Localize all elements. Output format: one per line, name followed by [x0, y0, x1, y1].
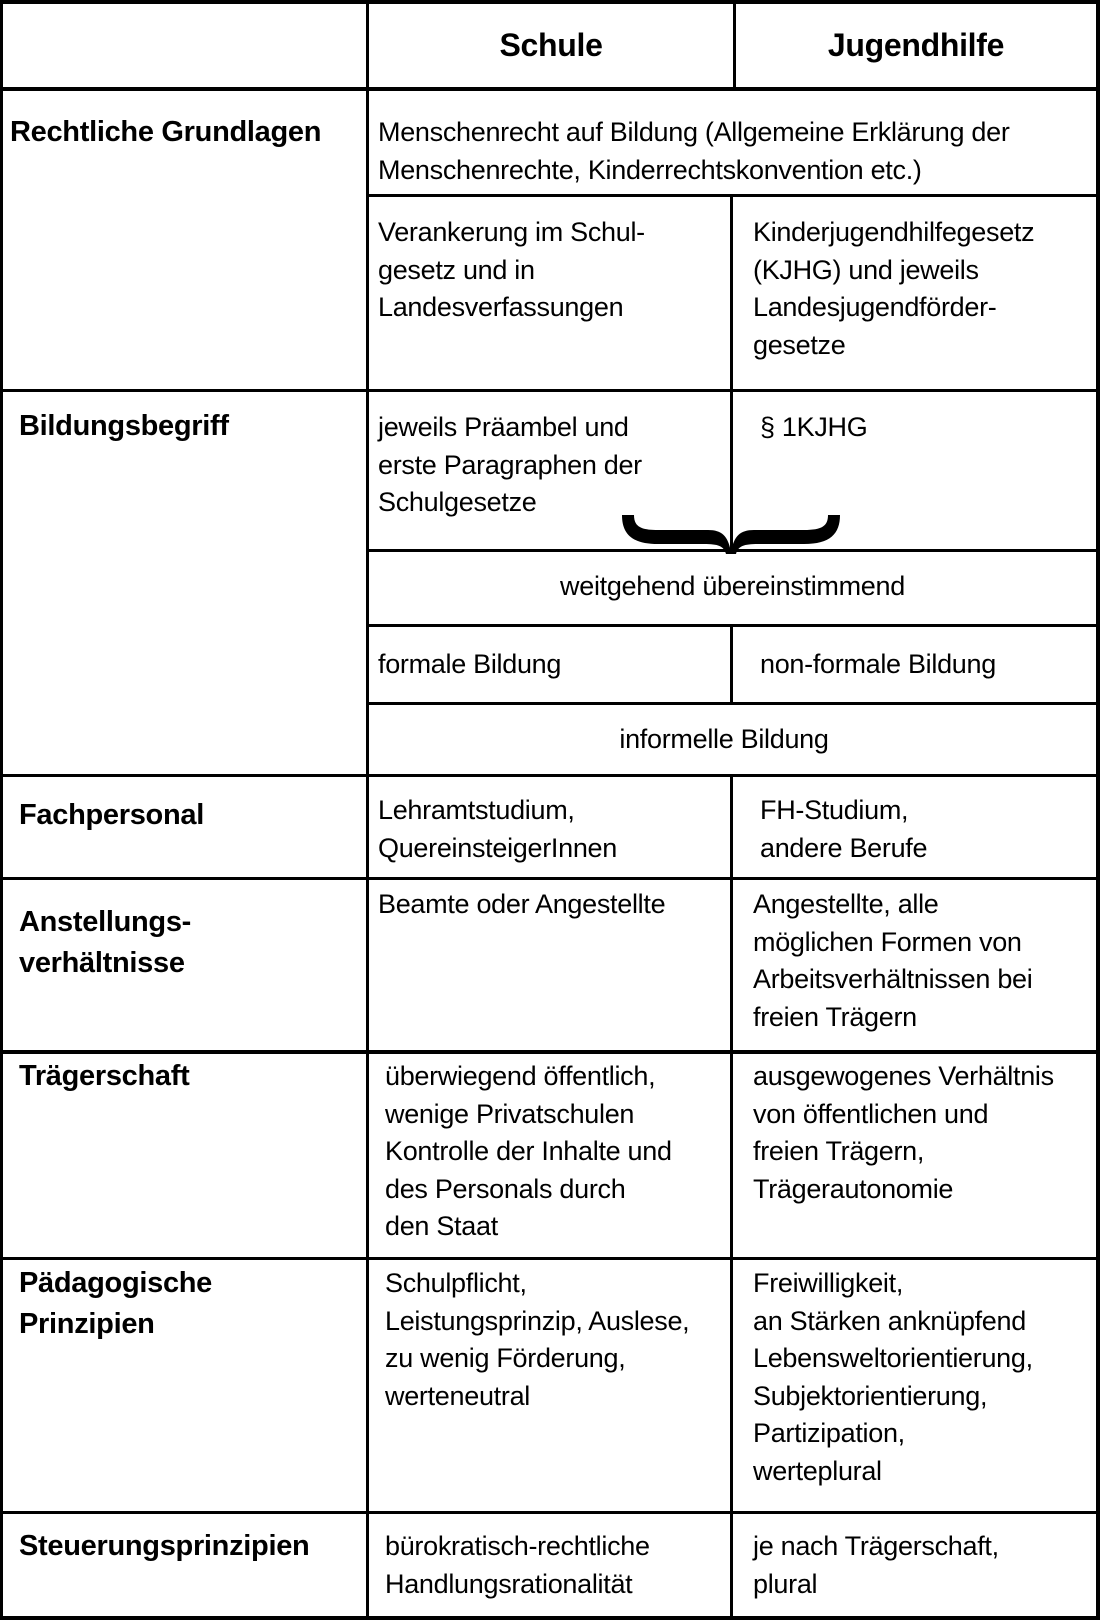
bildungsbegriff-shared-result: weitgehend übereinstimmend [560, 571, 905, 601]
text-line: Schulgesetze [378, 487, 537, 517]
text-line: Lehramtstudium, [378, 795, 575, 825]
fachpersonal-jugendhilfe [760, 792, 927, 867]
bildungsbegriff-schule [378, 409, 642, 522]
text-line: überwiegend öffentlich, [385, 1061, 656, 1091]
text-line: Anstellungs- [19, 906, 192, 938]
row-label-rechtliche-grundlagen: Rechtliche Grundlagen [10, 116, 322, 148]
bildungsbegriff-informelle: informelle Bildung [619, 724, 829, 754]
bildungsbegriff-formale: formale Bildung [378, 649, 562, 679]
row-divider [0, 877, 1100, 880]
row-divider [0, 1257, 1100, 1260]
text-line: Angestellte, alle [753, 889, 939, 919]
row-label-traegerschaft: Trägerschaft [19, 1060, 190, 1092]
col-divider [730, 195, 733, 550]
border-left [0, 0, 3, 1620]
row-divider [0, 389, 1100, 392]
text-line: möglichen Formen von [753, 926, 1022, 957]
row-divider [0, 1511, 1100, 1514]
text-line: des Personals durch [385, 1173, 626, 1204]
row-divider [0, 774, 1100, 777]
text-line: Beamte oder Angestellte [378, 889, 666, 919]
text-line: Freiwilligkeit, [753, 1268, 904, 1298]
text-line: Trägerautonomie [753, 1173, 954, 1204]
rechtliche-grundlagen-jugendhilfe [753, 214, 1034, 364]
text-line: werteplural [753, 1455, 882, 1486]
text-line: werteneutral [385, 1380, 530, 1411]
text-line: Prinzipien [19, 1308, 155, 1340]
row-label-fachpersonal: Fachpersonal [19, 799, 204, 831]
row-label-steuerungsprinzipien: Steuerungsprinzipien [19, 1530, 310, 1562]
text-line: Subjektorientierung, [753, 1380, 988, 1411]
text-line: andere Berufe [760, 832, 928, 863]
text-line: Lebensweltorientierung, [753, 1343, 1033, 1373]
text-line: Pädagogische [19, 1267, 213, 1299]
text-line: Arbeitsverhältnissen bei [753, 964, 1033, 994]
paedagogische-prinzipien-schule [385, 1265, 689, 1415]
header-jugendhilfe: Jugendhilfe [827, 27, 1005, 63]
fachpersonal-schule [378, 792, 617, 867]
text-line: Leistungsprinzip, Auslese, [385, 1305, 690, 1336]
row-label-paedagogische-prinzipien [19, 1263, 212, 1345]
text-line: freien Trägern, [753, 1136, 925, 1166]
text-line: an Stärken anknüpfend [753, 1305, 1026, 1336]
steuerungsprinzipien-jugendhilfe [753, 1528, 999, 1603]
bildungsbegriff-jugendhilfe [760, 409, 867, 447]
text-line: Kontrolle der Inhalte und [385, 1136, 672, 1166]
border-right [1096, 0, 1100, 1620]
text-line: ausgewogenes Verhältnis [753, 1061, 1054, 1091]
traegerschaft-jugendhilfe [753, 1058, 1054, 1208]
border-bottom [0, 1616, 1100, 1620]
text-line: Menschenrechte, Kinderrechtskonvention etc.) [378, 154, 922, 185]
text-line: jeweils Präambel und [378, 412, 629, 442]
text-line: wenige Privatschulen [385, 1098, 635, 1129]
text-line: Verankerung im Schul- [378, 217, 645, 247]
row-divider [0, 1050, 1100, 1054]
text-line: plural [753, 1568, 818, 1599]
header-schule: Schule [499, 27, 603, 63]
anstellungsverhaeltnisse-schule [378, 886, 665, 924]
steuerungsprinzipien-schule [385, 1528, 650, 1603]
col-divider [730, 625, 733, 703]
text-line: gesetz und in [378, 254, 535, 285]
text-line: § 1KJHG [760, 412, 868, 442]
text-line: (KJHG) und jeweils [753, 254, 979, 285]
text-line: QuereinsteigerInnen [378, 832, 617, 863]
traegerschaft-schule [385, 1058, 672, 1246]
row-divider [367, 702, 1100, 705]
rechtliche-grundlagen-shared [378, 114, 1010, 189]
text-line: verhältnisse [19, 947, 185, 979]
row-divider [367, 194, 1100, 197]
col-divider-label [366, 0, 369, 1620]
text-line: gesetze [753, 329, 846, 360]
text-line: Schulpflicht, [385, 1268, 527, 1298]
row-label-anstellungsverhaeltnisse [19, 902, 191, 984]
text-line: FH-Studium, [760, 795, 909, 825]
text-line: Menschenrecht auf Bildung (Allgemeine Erklärung der [378, 117, 1010, 147]
text-line: von öffentlichen und [753, 1098, 989, 1129]
row-label-bildungsbegriff: Bildungsbegriff [19, 410, 229, 442]
text-line: Kinderjugendhilfegesetz [753, 217, 1035, 247]
text-line: Landesverfassungen [378, 292, 624, 322]
text-line: zu wenig Förderung, [385, 1343, 626, 1373]
curly-brace-icon [618, 512, 844, 554]
paedagogische-prinzipien-jugendhilfe [753, 1265, 1033, 1490]
row-divider [367, 624, 1100, 627]
anstellungsverhaeltnisse-jugendhilfe [753, 886, 1032, 1036]
text-line: freien Trägern [753, 1001, 917, 1032]
bildungsbegriff-non-formale: non-formale Bildung [760, 649, 996, 679]
text-line: Handlungsrationalität [385, 1568, 633, 1599]
text-line: Partizipation, [753, 1418, 905, 1448]
text-line: erste Paragraphen der [378, 449, 642, 480]
col-divider [730, 775, 733, 1620]
text-line: den Staat [385, 1211, 498, 1241]
text-line: Landesjugendförder- [753, 292, 997, 322]
rechtliche-grundlagen-schule [378, 214, 645, 327]
text-line: bürokratisch-rechtliche [385, 1531, 650, 1561]
text-line: je nach Trägerschaft, [753, 1531, 999, 1561]
